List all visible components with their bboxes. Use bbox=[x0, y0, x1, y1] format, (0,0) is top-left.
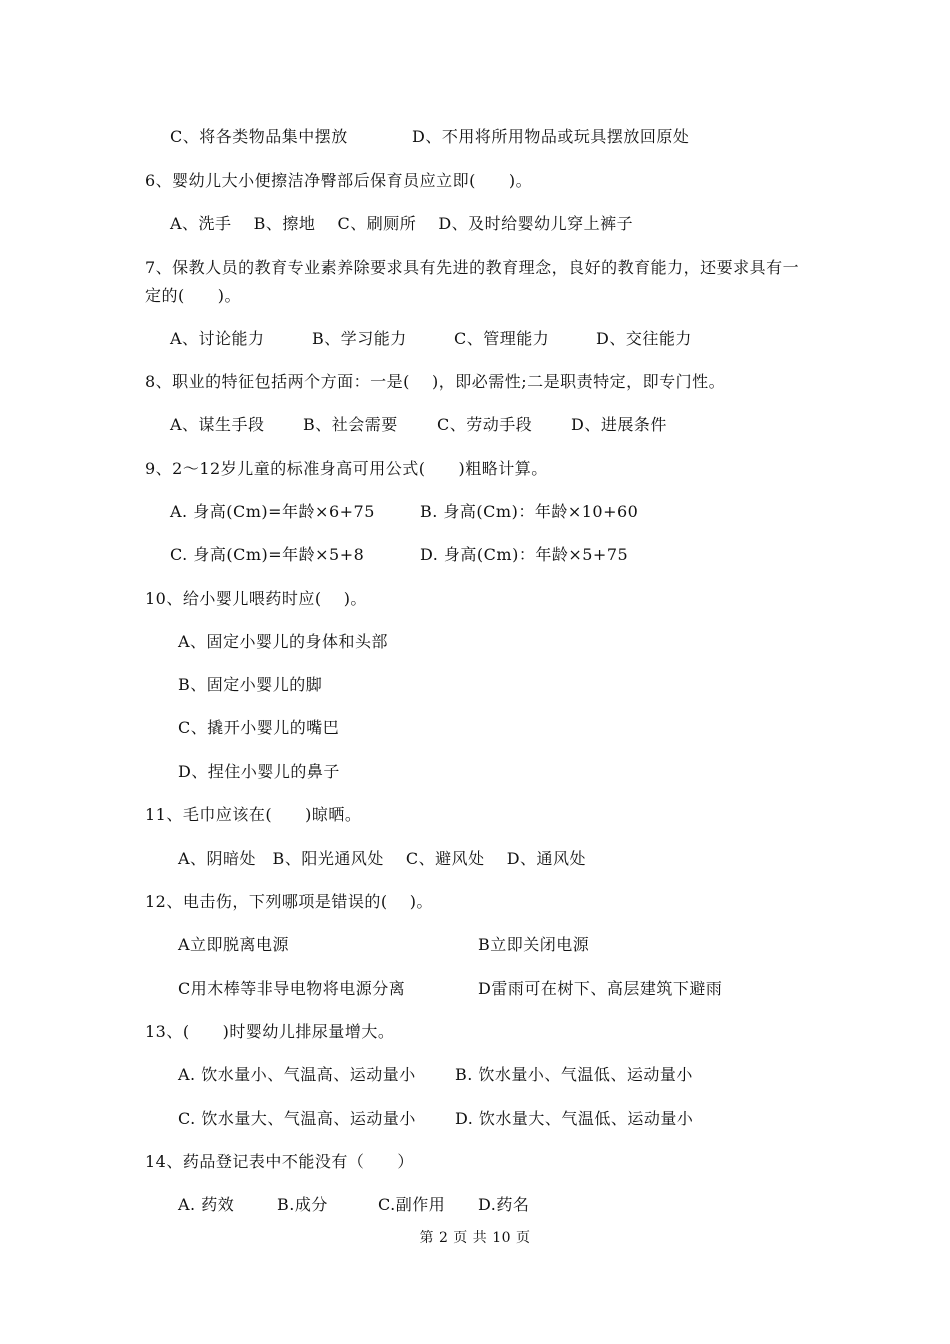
q8-option-b: B、社会需要 bbox=[303, 415, 398, 434]
q14-option-c: C.副作用 bbox=[378, 1195, 446, 1214]
q7-option-b: B、学习能力 bbox=[312, 329, 407, 348]
page-footer: 第 2 页 共 10 页 bbox=[419, 1230, 531, 1246]
q10-stem: 10、给小婴儿喂药时应( )。 bbox=[145, 589, 367, 608]
q11-options: A、阴暗处 B、阳光通风处 C、避风处 D、通风处 bbox=[178, 849, 587, 868]
q8-option-c: C、劳动手段 bbox=[437, 415, 533, 434]
q5-option-d: D、不用将所用物品或玩具摆放回原处 bbox=[412, 127, 690, 146]
q13-option-b: B. 饮水量小、气温低、运动量小 bbox=[455, 1065, 693, 1084]
q9-option-b: B. 身高(Cm)：年龄×10+60 bbox=[420, 502, 639, 521]
q13-option-d: D. 饮水量大、气温低、运动量小 bbox=[455, 1109, 694, 1128]
q14-stem: 14、药品登记表中不能没有（ ） bbox=[145, 1152, 414, 1171]
q7-option-a: A、讨论能力 bbox=[170, 329, 265, 348]
q13-option-a: A. 饮水量小、气温高、运动量小 bbox=[178, 1065, 416, 1084]
q10-option-d: D、捏住小婴儿的鼻子 bbox=[178, 762, 340, 781]
q13-stem: 13、( )时婴幼儿排尿量增大。 bbox=[145, 1022, 395, 1041]
q7-option-c: C、管理能力 bbox=[454, 329, 550, 348]
q12-stem: 12、电击伤，下列哪项是错误的( )。 bbox=[145, 892, 433, 911]
q9-option-d: D. 身高(Cm)：年龄×5+75 bbox=[420, 545, 629, 564]
q8-option-a: A、谋生手段 bbox=[170, 415, 265, 434]
q12-option-d: D雷雨可在树下、高层建筑下避雨 bbox=[478, 979, 723, 998]
q6-stem: 6、婴幼儿大小便擦洁净臀部后保育员应立即( )。 bbox=[145, 171, 533, 190]
q8-option-d: D、进展条件 bbox=[571, 415, 667, 434]
q13-option-c: C. 饮水量大、气温高、运动量小 bbox=[178, 1109, 416, 1128]
q7-stem-line1: 7、保教人员的教育专业素养除要求具有先进的教育理念，良好的教育能力，还要求具有一 bbox=[145, 258, 800, 277]
q7-option-d: D、交往能力 bbox=[596, 329, 692, 348]
q6-options: A、洗手 B、擦地 C、刷厕所 D、及时给婴幼儿穿上裤子 bbox=[170, 214, 634, 233]
q9-option-a: A. 身高(Cm)=年龄×6+75 bbox=[170, 502, 375, 521]
q14-option-d: D.药名 bbox=[478, 1195, 530, 1214]
q7-stem-line2: 定的( )。 bbox=[145, 286, 241, 305]
q10-option-a: A、固定小婴儿的身体和头部 bbox=[178, 632, 389, 651]
q14-option-a: A. 药效 bbox=[178, 1195, 235, 1214]
q9-option-c: C. 身高(Cm)=年龄×5+8 bbox=[170, 545, 365, 564]
q5-option-c: C、将各类物品集中摆放 bbox=[170, 127, 348, 146]
q11-stem: 11、毛巾应该在( )晾晒。 bbox=[145, 805, 362, 824]
q12-option-a: A立即脱离电源 bbox=[178, 935, 290, 954]
q14-option-b: B.成分 bbox=[277, 1195, 328, 1214]
q10-option-b: B、固定小婴儿的脚 bbox=[178, 675, 323, 694]
q12-option-c: C用木棒等非导电物将电源分离 bbox=[178, 979, 406, 998]
q8-stem: 8、职业的特征包括两个方面：一是( )，即必需性;二是职责特定，即专门性。 bbox=[145, 372, 726, 391]
q12-option-b: B立即关闭电源 bbox=[478, 935, 590, 954]
q10-option-c: C、撬开小婴儿的嘴巴 bbox=[178, 718, 340, 737]
q9-stem: 9、2～12岁儿童的标准身高可用公式( )粗略计算。 bbox=[145, 459, 548, 478]
